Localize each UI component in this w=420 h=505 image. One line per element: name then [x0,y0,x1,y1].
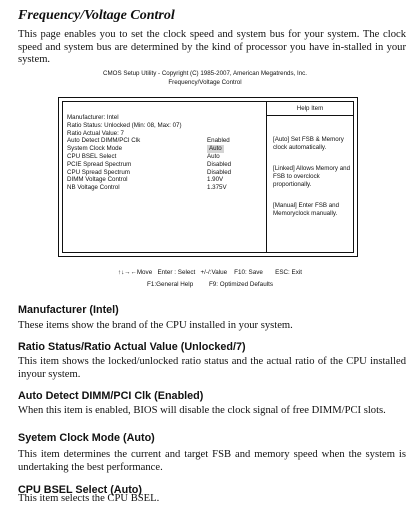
setting-value: 1.375V [207,184,227,192]
setting-row [67,153,263,161]
page-title: Frequency/Voltage Control [18,8,175,23]
help-text-auto: [Auto] Set FSB & Memory clock automatically. [273,136,344,151]
setting-row [67,114,263,122]
section-heading-clock-mode: Syetem Clock Mode (Auto) [18,432,155,444]
setting-label: System Clock Mode [67,145,123,153]
help-text-manual: [Manual] Enter FSB and Memoryclock manually. [273,202,340,217]
setting-label: DIMM Voltage Control [67,176,128,184]
setting-label: NB Voltage Control [67,184,120,192]
help-text-linked: [Linked] Allows Memory and FSB to overclock proportionally. [273,165,351,188]
bios-caption-title: Frequency/Voltage Control [168,79,242,86]
setting-label: Ratio Status: Unlocked (Min: 08, Max: 07) [67,121,182,129]
section-heading-bsel: CPU BSEL Select (Auto) [18,484,142,496]
section-body-bsel-clipped [18,493,218,505]
section-body-clock-mode: This item determines the current and target FSB and memory speed when the system is undertaking the best performance. [18,449,406,473]
section-heading-ratio: Ratio Status/Ratio Actual Value (Unlocked/7) [18,341,246,353]
setting-row [67,130,263,138]
setting-value: Auto [207,152,220,160]
intro-paragraph: This page enables you to set the clock speed and system bus for your system. The clock speed and system bus are determined by the kind of processor you have in-stalled in your system. [18,29,406,66]
setting-value: Enabled [207,137,230,145]
section-body-bsel: This item selects the CPU BSEL. [18,493,160,504]
setting-value: 1.90V [207,176,224,184]
setting-label: CPU Spread Spectrum [67,168,130,176]
setting-value: Disabled [207,160,232,168]
section-body-auto-detect: When this item is enabled, BIOS will disable the clock signal of free DIMM/PCI slots. [18,405,386,416]
help-item-title: Help Item [267,102,353,116]
setting-label: Ratio Actual Value: 7 [67,129,124,137]
setting-label: Auto Detect DIMM/PCI Clk [67,137,141,145]
setting-row [67,122,263,130]
section-body-ratio: This item shows the locked/unlocked ratio status and the actual ratio of the CPU installed inyour system. [18,356,406,380]
bios-key-legend-1: ↑↓→←Move Enter : Select +/-/:Value F10: Save ESC: Exit [117,269,303,276]
setting-label: Manufacturer: Intel [67,114,119,121]
bios-divider [266,102,267,252]
bios-key-legend-2: F1:General Help F9: Optimized Defaults [147,281,273,288]
setting-row [67,137,263,145]
setting-label: CPU BSEL Select [67,152,117,160]
setting-row [67,169,263,177]
setting-row [67,176,263,184]
setting-row [67,161,263,169]
section-body-manufacturer: These items show the brand of the CPU installed in your system. [18,320,293,331]
setting-row [67,184,263,192]
bios-caption-copyright: CMOS Setup Utility - Copyright (C) 1985-2007, American Megatrends, Inc. [103,70,307,77]
bios-screen-figure [58,97,358,257]
section-heading-auto-detect: Auto Detect DIMM/PCI Clk (Enabled) [18,390,204,402]
bios-screen-panel [62,101,354,253]
setting-label: PCIE Spread Spectrum [67,160,132,168]
setting-row-selected [67,145,263,153]
section-heading-manufacturer: Manufacturer (Intel) [18,304,119,316]
setting-value-selected: Auto [209,145,222,153]
bios-settings-list [67,114,263,192]
setting-value: Disabled [207,168,232,176]
